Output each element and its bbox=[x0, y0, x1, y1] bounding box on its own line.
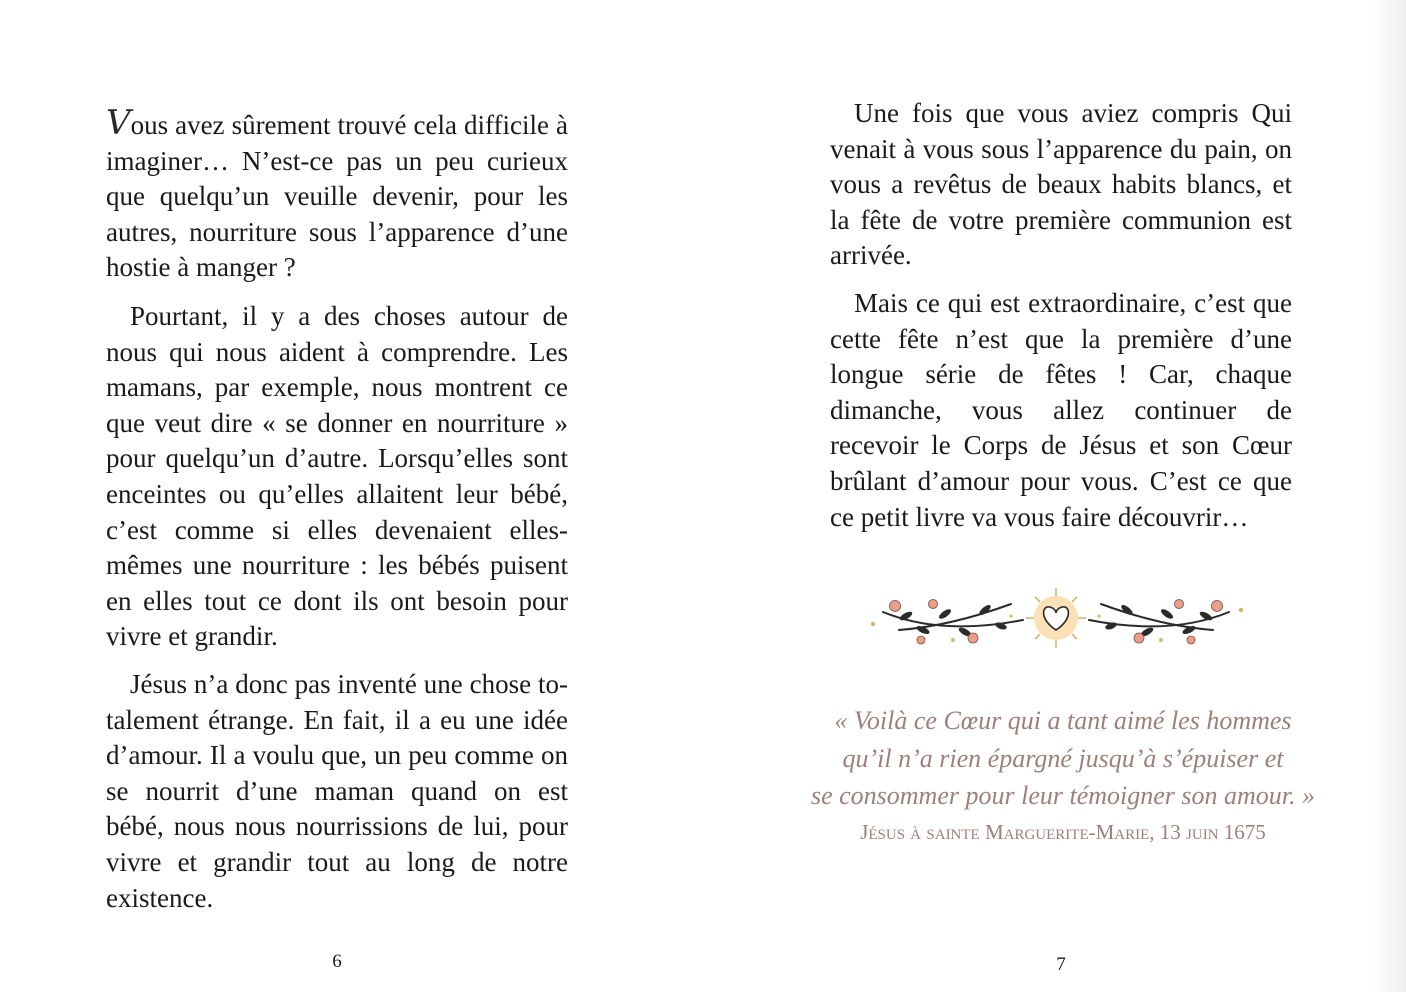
quote-line-1: « Voilà ce Cœur qui a tant aimé les hommes bbox=[834, 706, 1292, 735]
page-edge-shadow bbox=[1370, 0, 1406, 992]
sacred-heart-icon bbox=[1026, 588, 1086, 648]
quote-attribution: Jésus à sainte Marguerite-Marie, 13 juin 1675 bbox=[860, 820, 1266, 844]
right-paragraph-2: Mais ce qui est extraordinaire, c’est que cette fête n’est que la première d’une longue série de fêtes ! Car, chaque dimanche, vous allez continuer de recevoir le Corps de Jésus et son Cœur brûlant d’amour pour vous. C’est ce que ce petit livre va vous faire découvrir… bbox=[830, 288, 1292, 532]
quote-line-3: se consommer pour leur témoigner son amour. » bbox=[810, 781, 1316, 810]
left-paragraph-2: Pourtant, il y a des choses autour de nous qui nous aident à comprendre. Les mamans, par exemple, nous montrent ce que veut dire « se donner en nourriture » pour quelqu’un d’autre. Lorsqu’elles sont enceintes ou qu’elles allaitent leur bébé, c’est comme si elles devenaient elles-mêmes une nourriture : les bébés puisent en elles tout ce dont ils ont besoin pour vivre et grandir. bbox=[106, 301, 568, 652]
page-number-right: 7 bbox=[1056, 954, 1066, 975]
left-paragraph-3: Jésus n’a donc pas inventé une chose totalement étrange. En fait, il a eu une idée d’amour. Il a voulu que, un peu comme on se nourrit d’une maman quand on est bébé, nous nous nourrissions de lui, pour vivre et grandir tout au long de notre existence. bbox=[106, 669, 568, 913]
quote bbox=[793, 702, 1333, 815]
drop-cap: V bbox=[106, 103, 131, 143]
quote-line-2: qu’il n’a rien épargné jusqu’à s’épuiser et bbox=[842, 743, 1284, 773]
floral-ornament-icon bbox=[861, 574, 1251, 662]
right-page bbox=[703, 0, 1406, 992]
page-number-left: 6 bbox=[332, 951, 342, 972]
left-paragraph-1-text: ous avez sûrement trouvé cela difficile à imaginer… N’est-ce pas un peu curieux que quelqu’un veuille devenir, pour les autres, nourriture sous l’apparence d’une hostie à manger ? bbox=[106, 110, 568, 283]
left-paragraph-1 bbox=[106, 103, 568, 286]
right-paragraph-1: Une fois que vous aviez compris Qui venait à vous sous l’apparence du pain, on vous a revêtus de beaux habits blancs, et la fête de votre première communion est arrivée. bbox=[830, 98, 1292, 271]
